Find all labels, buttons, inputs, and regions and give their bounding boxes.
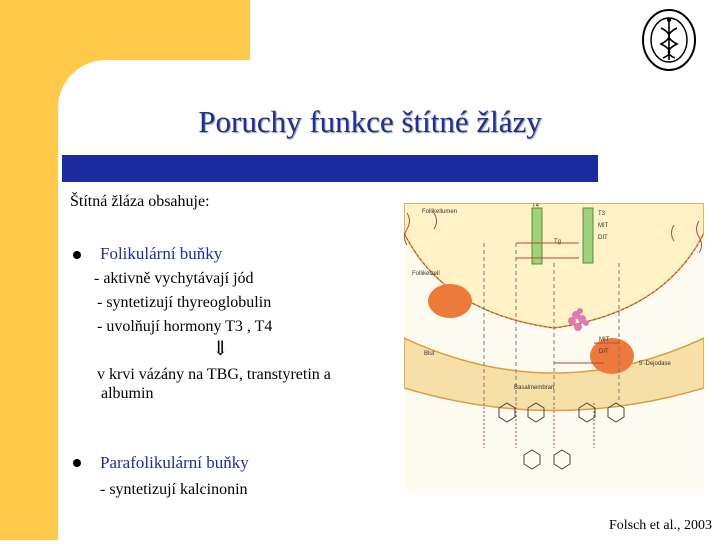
label-deiodinase: 5'-Dejodase (639, 361, 671, 367)
section2-item: - syntetizují kalcinonin (100, 481, 248, 498)
slide-title: Poruchy funkce štítné žlázy (198, 104, 542, 139)
label-follicle-lumen: Follikellumen (422, 209, 458, 215)
label-basal-membrane: Basalmembran (514, 385, 555, 391)
thyroid-hormone-synthesis-diagram (404, 203, 704, 490)
label-dit-mid: DIT (599, 349, 609, 355)
section1-heading: Folikulární buňky (100, 244, 223, 263)
binding-text-line1: v krvi vázány na TBG, transtyretin a (97, 366, 331, 383)
bullet-dot (73, 459, 81, 467)
label-t3-top: T3 (598, 211, 606, 217)
section2-heading: Parafolikulární buňky (100, 453, 249, 472)
label-mit-top: MIT (598, 223, 609, 229)
university-logo (641, 8, 697, 72)
label-t4-top: T4 (532, 203, 540, 209)
down-arrow: ⇓ (212, 338, 229, 360)
intro-text: Štítná žláza obsahuje: (70, 193, 210, 210)
title-underline-bar (62, 155, 598, 182)
bullet-dot (73, 251, 81, 259)
label-follicle-cell: Follikelzell (412, 271, 440, 277)
label-dit-top: DIT (598, 235, 608, 241)
label-mit-mid: MIT (599, 337, 610, 343)
label-tg: Tg (554, 239, 562, 245)
section1-item: - syntetizují thyreoglobulin (97, 294, 272, 311)
label-blood: Blut (424, 351, 435, 357)
binding-text-line2: albumin (101, 385, 154, 402)
section1-item: - uvolňují hormony T3 , T4 (97, 318, 273, 335)
section1-item: - aktivně vychytávají jód (94, 270, 254, 287)
citation: Folsch et al., 2003 (608, 518, 712, 533)
